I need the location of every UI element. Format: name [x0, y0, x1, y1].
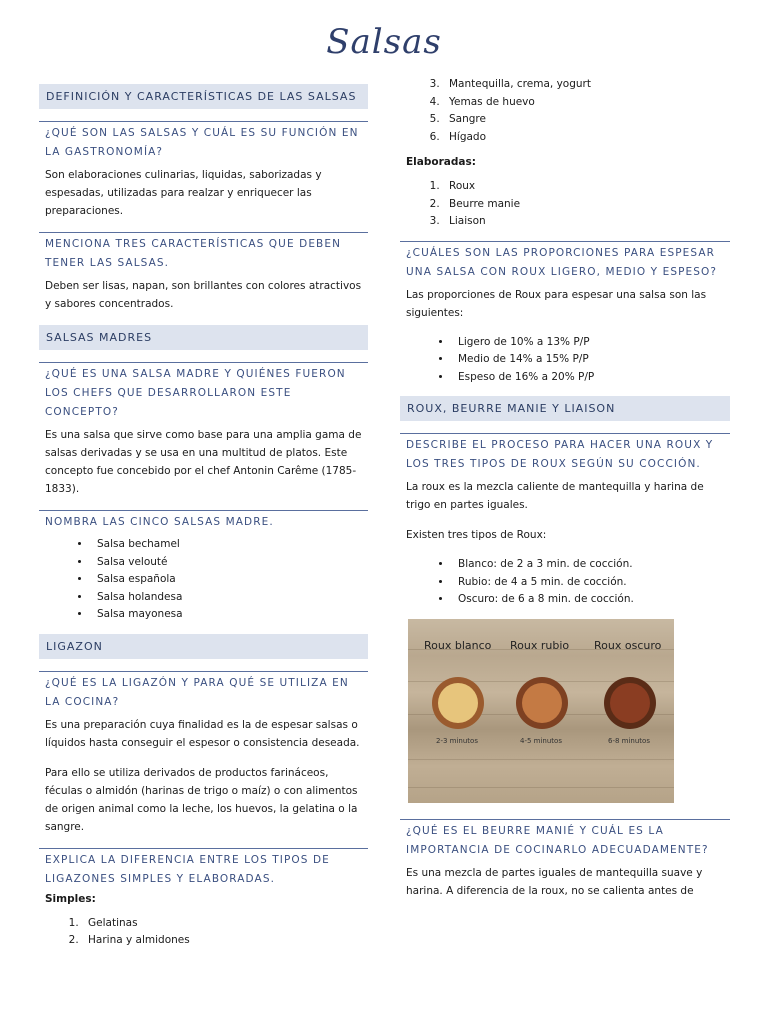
list-item: 1. Gelatinas	[82, 915, 368, 933]
question-caracteristicas: MENCIONA TRES CARACTERÍSTICAS QUE DEBEN TENER LAS SALSAS.	[39, 232, 368, 273]
list-item: 3. Liaison	[443, 213, 730, 231]
list-item: 2. Harina y almidones	[82, 932, 368, 950]
list-item: 3. Mantequilla, crema, yogurt	[443, 76, 730, 94]
list-item: • Salsa mayonesa	[91, 606, 368, 624]
photo-min-blanco: 2-3 minutos	[436, 736, 478, 745]
list-item: 1. Roux	[443, 178, 730, 196]
photo-min-rubio: 4-5 minutos	[520, 736, 562, 745]
answer-caracteristicas: Deben ser lisas, napan, son brillantes con colores atractivos y sabores concentrados.	[45, 280, 362, 310]
answer-roux-1: La roux es la mezcla caliente de mantequilla y harina de trigo en partes iguales.	[406, 481, 704, 511]
list-item: • Salsa velouté	[91, 554, 368, 572]
photo-label-blanco: Roux blanco	[424, 638, 492, 652]
photo-min-oscuro: 6-8 minutos	[608, 736, 650, 745]
section-header-roux: ROUX, BEURRE MANIE Y LIAISON	[400, 396, 730, 421]
left-column	[39, 84, 368, 960]
bowl-roux-rubio	[516, 677, 568, 729]
answer-proporciones: Las proporciones de Roux para espesar una salsa son las siguientes:	[406, 288, 707, 319]
list-item: • Blanco: de 2 a 3 min. de cocción.	[452, 556, 730, 574]
answer-que-son-salsas: Son elaboraciones culinarias, liquidas, saborizadas y espesadas, utilizadas para realzar y enriquecer las preparaciones.	[45, 169, 322, 217]
list-item: • Salsa holandesa	[91, 589, 368, 607]
answer-roux-2: Existen tres tipos de Roux:	[406, 529, 547, 541]
right-column	[400, 76, 730, 912]
question-que-son-salsas: ¿QUÉ SON LAS SALSAS Y CUÁL ES SU FUNCIÓN EN LA GASTRONOMÍA?	[39, 121, 368, 162]
question-beurre-manie: ¿QUÉ ES EL BEURRE MANIÉ Y CUÁL ES LA IMPORTANCIA DE COCINARLO ADECUADAMENTE?	[400, 819, 730, 860]
list-item: • Salsa bechamel	[91, 536, 368, 554]
roux-photo	[408, 619, 674, 803]
question-proporciones: ¿CUÁLES SON LAS PROPORCIONES PARA ESPESAR UNA SALSA CON ROUX LIGERO, MEDIO Y ESPESO?	[400, 241, 730, 282]
list-item: 2. Beurre manie	[443, 196, 730, 214]
list-item: 6. Hígado	[443, 129, 730, 147]
section-header-salsas-madres: SALSAS MADRES	[39, 325, 368, 350]
list-item: 4. Yemas de huevo	[443, 94, 730, 112]
bowl-roux-oscuro	[604, 677, 656, 729]
bowl-roux-blanco	[432, 677, 484, 729]
question-salsa-madre: ¿QUÉ ES UNA SALSA MADRE Y QUIÉNES FUERON LOS CHEFS QUE DESARROLLARON ESTE CONCEPTO?	[39, 362, 368, 422]
question-ligazon: ¿QUÉ ES LA LIGAZÓN Y PARA QUÉ SE UTILIZA EN LA COCINA?	[39, 671, 368, 712]
list-item: • Salsa española	[91, 571, 368, 589]
list-item: • Espeso de 16% a 20% P/P	[452, 369, 730, 387]
list-item: • Ligero de 10% a 13% P/P	[452, 334, 730, 352]
page-title: Salsas	[326, 22, 442, 62]
label-elaboradas: Elaboradas:	[406, 156, 476, 168]
list-proporciones	[400, 334, 730, 387]
section-header-ligazon: LIGAZON	[39, 634, 368, 659]
list-tipos-roux	[400, 556, 730, 609]
answer-ligazon-2: Para ello se utiliza derivados de productos farináceos, féculas o almidón (harinas de trigo o maíz) o con alimentos de origen animal como la leche, los huevos, la gelatina o la sangre.	[45, 766, 358, 833]
list-item: 5. Sangre	[443, 111, 730, 129]
list-simples-continued	[400, 76, 730, 146]
list-item: • Rubio: de 4 a 5 min. de cocción.	[452, 574, 730, 592]
answer-ligazon-1: Es una preparación cuya finalidad es la de espesar salsas o líquidos hasta conseguir el espesor o consistencia deseada.	[45, 718, 360, 749]
question-tipos-ligazones: EXPLICA LA DIFERENCIA ENTRE LOS TIPOS DE LIGAZONES SIMPLES Y ELABORADAS.	[39, 848, 368, 889]
label-simples: Simples:	[45, 892, 96, 905]
question-proceso-roux: DESCRIBE EL PROCESO PARA HACER UNA ROUX Y LOS TRES TIPOS DE ROUX SEGÚN SU COCCIÓN.	[400, 433, 730, 474]
photo-label-rubio: Roux rubio	[510, 638, 570, 652]
answer-salsa-madre: Es una salsa que sirve como base para una amplia gama de salsas derivadas y se usa en una multitud de platos. Este concepto fue concebido por el chef Antonin Carême (1785-1833).	[45, 429, 362, 495]
list-salsas-madre	[39, 536, 368, 624]
answer-beurre-manie: Es una mezcla de partes iguales de mantequilla suave y harina. A diferencia de la roux, no se calienta antes de	[406, 866, 703, 897]
list-simples	[39, 915, 368, 950]
section-header-definicion: DEFINICIÓN Y CARACTERÍSTICAS DE LAS SALSAS	[39, 84, 368, 109]
question-cinco-salsas: NOMBRA LAS CINCO SALSAS MADRE.	[39, 510, 368, 532]
list-item: • Oscuro: de 6 a 8 min. de cocción.	[452, 591, 730, 609]
list-item: • Medio de 14% a 15% P/P	[452, 351, 730, 369]
photo-label-oscuro: Roux oscuro	[594, 638, 662, 652]
list-elaboradas	[400, 178, 730, 231]
